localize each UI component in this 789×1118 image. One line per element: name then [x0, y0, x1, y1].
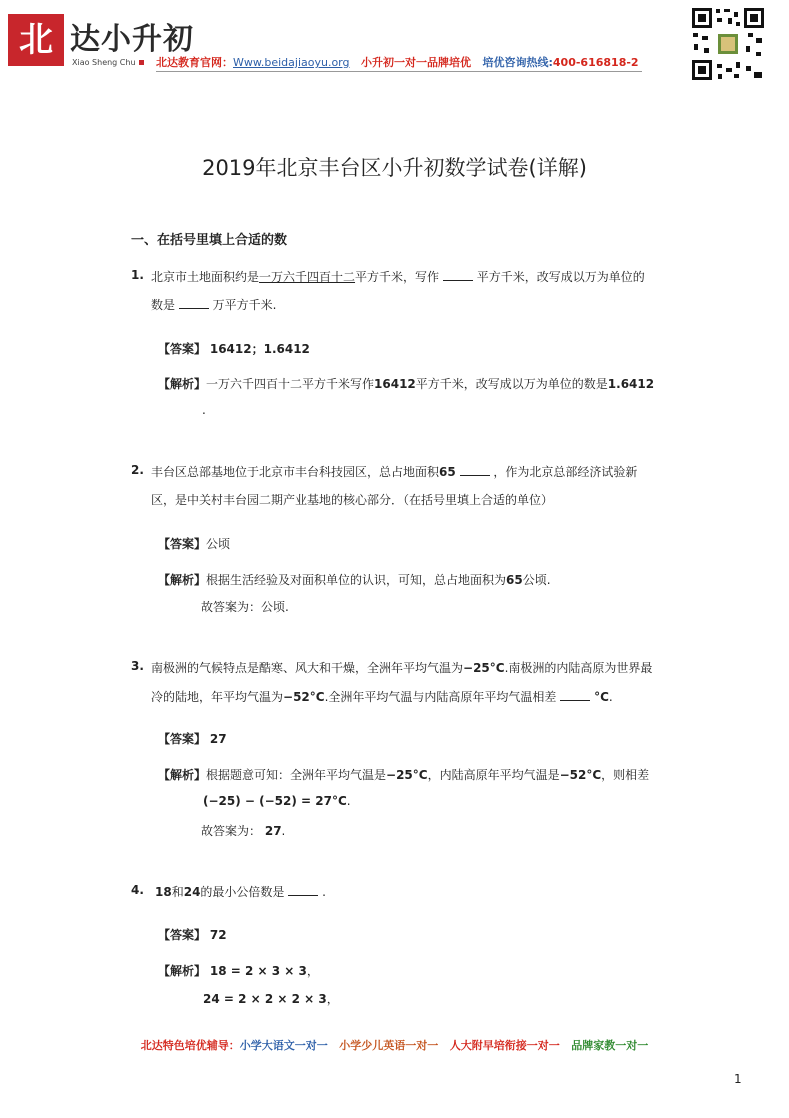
answer-4: 【答案】 72 [158, 928, 227, 942]
hotline-number: 400-616818-2 [552, 56, 639, 69]
analysis-2: 【解析】根据生活经验及对面积单位的认识，可知，总占地面积为65公顷. [158, 573, 551, 587]
hotline-label: 培优咨询热线: [482, 56, 553, 69]
answer-3: 【答案】 27 [158, 732, 227, 746]
answer-1: 【答案】 16412；1.6412 [158, 342, 310, 356]
answer-blank [460, 465, 490, 476]
question-4-line-1: 18和24的最小公倍数是 . [155, 885, 326, 899]
analysis-4: 【解析】 18 = 2 × 3 × 3， [158, 964, 319, 978]
answer-2: 【答案】公顷 [158, 537, 231, 551]
footer-ad: 北达特色培优辅导：小学大语文一对一 小学少儿英语一对一 人大附早培衔接一对一 品牌家教一对一 [140, 1039, 649, 1052]
question-1-line-1: 北京市土地面积约是一万六千四百十二平方千米，写作 平方千米，改写成以万为单位的 [151, 270, 645, 284]
logo-subtitle: Xiao Sheng Chu [72, 58, 144, 67]
logo-mark: 北 [8, 14, 64, 66]
question-number: 1. [131, 268, 144, 282]
conclusion-3: 故答案为： 27. [201, 824, 286, 838]
question-2-line-1: 丰台区总部基地位于北京市丰台科技园区，总占地面积65 ，作为北京总部经济试验新 [151, 465, 638, 479]
question-number: 3. [131, 659, 144, 673]
question-1-line-2: 数是 万平方千米. [151, 298, 277, 312]
question-number: 4. [131, 883, 144, 897]
answer-blank [560, 690, 590, 701]
qr-code-icon [690, 6, 766, 82]
page-number: 1 [734, 1072, 742, 1086]
analysis-4-line-2: 24 = 2 × 2 × 2 × 3， [203, 992, 339, 1006]
formula-3: (−25) − (−52) = 27°C. [203, 794, 351, 808]
slogan: 小升初一对一品牌培优 [361, 56, 471, 69]
analysis-1: 【解析】一万六千四百十二平方千米写作16412平方千米，改写成以万为单位的数是1.6412 [158, 377, 655, 391]
question-2-line-2: 区，是中关村丰台园二期产业基地的核心部分．（在括号里填上合适的单位） [151, 493, 554, 507]
site-link[interactable]: Www.beidajiaoyu.org [233, 56, 350, 69]
question-3-line-1: 南极洲的气候特点是酷寒、风大和干燥，全洲年平均气温为−25°C.南极洲的内陆高原为世界最 [151, 661, 653, 675]
answer-blank [179, 298, 209, 309]
question-number: 2. [131, 463, 144, 477]
question-3-line-2: 冷的陆地，年平均气温为−52°C.全洲年平均气温与内陆高原年平均气温相差 °C. [151, 690, 613, 704]
conclusion-2: 故答案为：公顷. [201, 600, 289, 614]
analysis-3: 【解析】根据题意可知：全洲年平均气温是−25°C，内陆高原年平均气温是−52°C，则相差 [158, 768, 650, 782]
analysis-1-end: . [202, 403, 206, 417]
page-title: 2019年北京丰台区小升初数学试卷(详解) [202, 156, 587, 180]
site-label: 北达教育官网： [156, 56, 233, 69]
logo-text: 达小升初 [70, 22, 194, 57]
header-info [156, 54, 639, 70]
header-divider [156, 71, 642, 72]
answer-blank [443, 270, 473, 281]
answer-blank [288, 885, 318, 896]
section-heading: 一、在括号里填上合适的数 [131, 233, 288, 248]
